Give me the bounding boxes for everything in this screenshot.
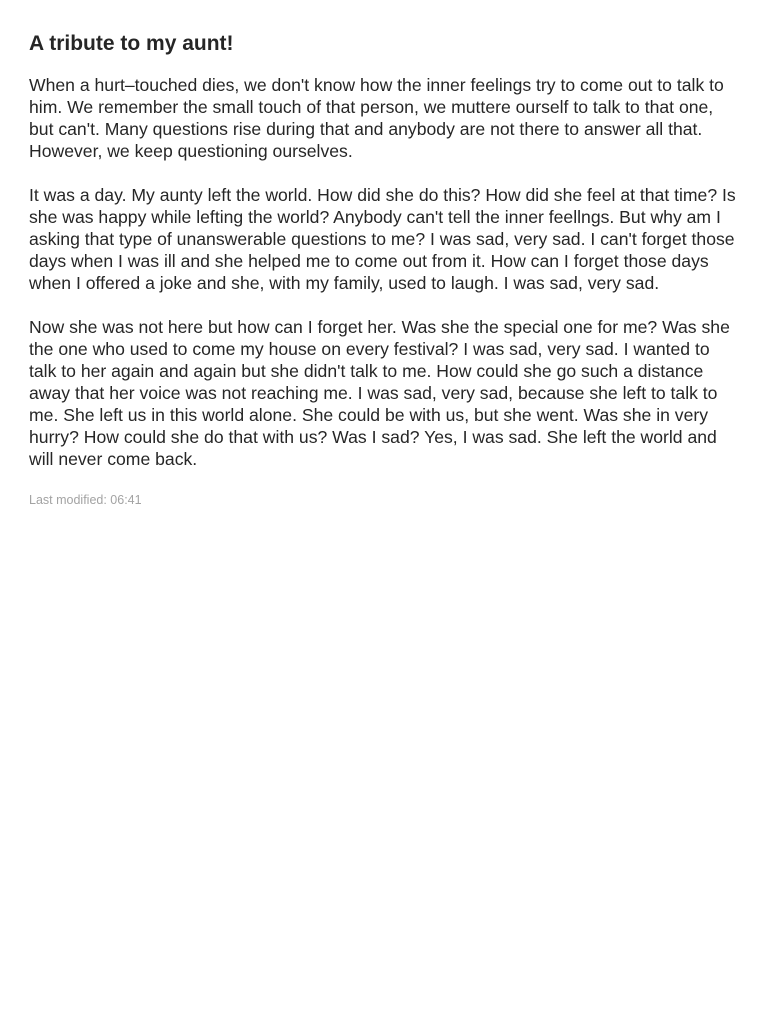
paragraph-2: It was a day. My aunty left the world. How did she do this? How did she feel at that time? Is she was happy while lefting the world? Anybody can't tell the inner feellngs. But why am I asking that type of unanswerable questions to me? I was sad, very sad. I can't forget those days when I was ill and she helped me to come out from it. How can I forget those days when I offered a joke and she, with my family, used to laugh. I was sad, very sad. (29, 185, 736, 293)
document-title: A tribute to my aunt! (29, 32, 234, 55)
document-body (29, 74, 738, 470)
paragraph-1: When a hurt–touched dies, we don't know how the inner feelings try to come out to talk to him. We remember the small touch of that person, we muttere ourself to talk to that one, but can't. Many questions rise during that and anybody are not there to answer all that. However, we keep questioning ourselves. (29, 75, 724, 161)
paragraph-3: Now she was not here but how can I forget her. Was she the special one for me? Was she the one who used to come my house on every festival? I was sad, very sad. I wanted to talk to her again and again but she didn't talk to me. How could she go such a distance away that her voice was not reaching me. I was sad, very sad, because she left to talk to me. She left us in this world alone. She could be with us, but she went. Was she in very hurry? How could she do that with us? Was I sad? Yes, I was sad. She left the world and will never come back. (29, 317, 730, 469)
last-modified-label: Last modified: 06:41 (29, 493, 142, 507)
